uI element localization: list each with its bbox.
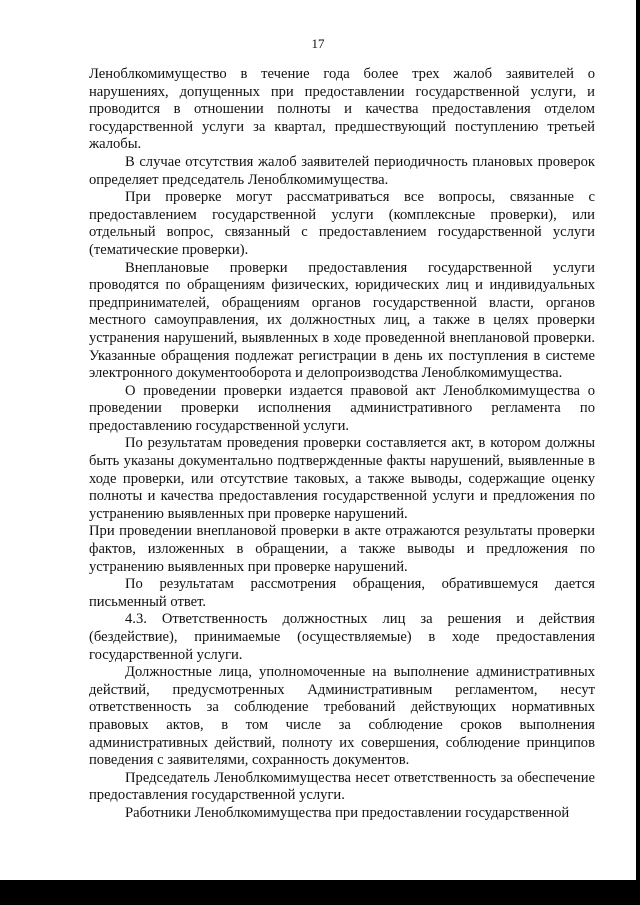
paragraph: В случае отсутствия жалоб заявителей периодичность плановых проверок определяет председатель Леноблкомимущества. (89, 153, 595, 188)
paragraph: При проверке могут рассматриваться все вопросы, связанные с предоставлением государственной услуги (комплексные проверки), или отдельный вопрос, связанный с предоставлением государственной услуги (тематические проверки). (89, 189, 595, 258)
page-number: 17 (311, 36, 325, 51)
paragraph: Леноблкомимущество в течение года более трех жалоб заявителей о нарушениях, допущенных при предоставлении государственной услуги, и проводится в отношении полноты и качества предоставления отделом государственной услуги за квартал, предшествующий поступлению третьей жалобы. (89, 66, 595, 153)
paragraph: Председатель Леноблкомимущества несет ответственность за обеспечение предоставления государственной услуги. (89, 769, 595, 804)
paragraph: При проведении внеплановой проверки в акте отражаются результаты проверки фактов, изложенных в обращении, а также выводы и предложения по устранению выявленных при проверке нарушений. (89, 523, 595, 575)
paragraph: По результатам проведения проверки составляется акт, в котором должны быть указаны документально подтвержденные факты нарушений, выявленные в ходе проверки, или отсутствие таковых, а также выводы, содержащие оценку полноты и качества предоставления государственной услуги и предложения по устранению выявленных при проверке нарушений. (89, 435, 595, 522)
document-body (89, 66, 595, 823)
section-heading: 4.3. Ответственность должностных лиц за решения и действия (бездействие), принимаемые (осуществляемые) в ходе предоставления государственной услуги. (89, 611, 595, 663)
paragraph: О проведении проверки издается правовой акт Леноблкомимущества о проведении проверки исполнения административного регламента по предоставлению государственной услуги. (89, 382, 595, 434)
paragraph: Должностные лица, уполномоченные на выполнение административных действий, предусмотренных Административным регламентом, несут ответственность за соблюдение требований действующих нормативных правовых актов, в том числе за соблюдение сроков выполнения административных действий, полноту их совершения, соблюдение принципов поведения с заявителями, сохранность документов. (89, 664, 595, 769)
paragraph: По результатам рассмотрения обращения, обратившемуся дается письменный ответ. (89, 576, 595, 610)
paragraph: Внеплановые проверки предоставления государственной услуги проводятся по обращениям физических, юридических лиц и индивидуальных предпринимателей, обращениям органов государственной власти, органов местного самоуправления, их должностных лиц, а также в целях проверки устранения нарушений, выявленных в ходе проведенной внеплановой проверки. Указанные обращения подлежат регистрации в день их поступления в системе электронного документооборота и делопроизводства Леноблкомимущества. (89, 259, 595, 382)
paragraph: Работники Леноблкомимущества при предоставлении государственной (125, 804, 570, 821)
